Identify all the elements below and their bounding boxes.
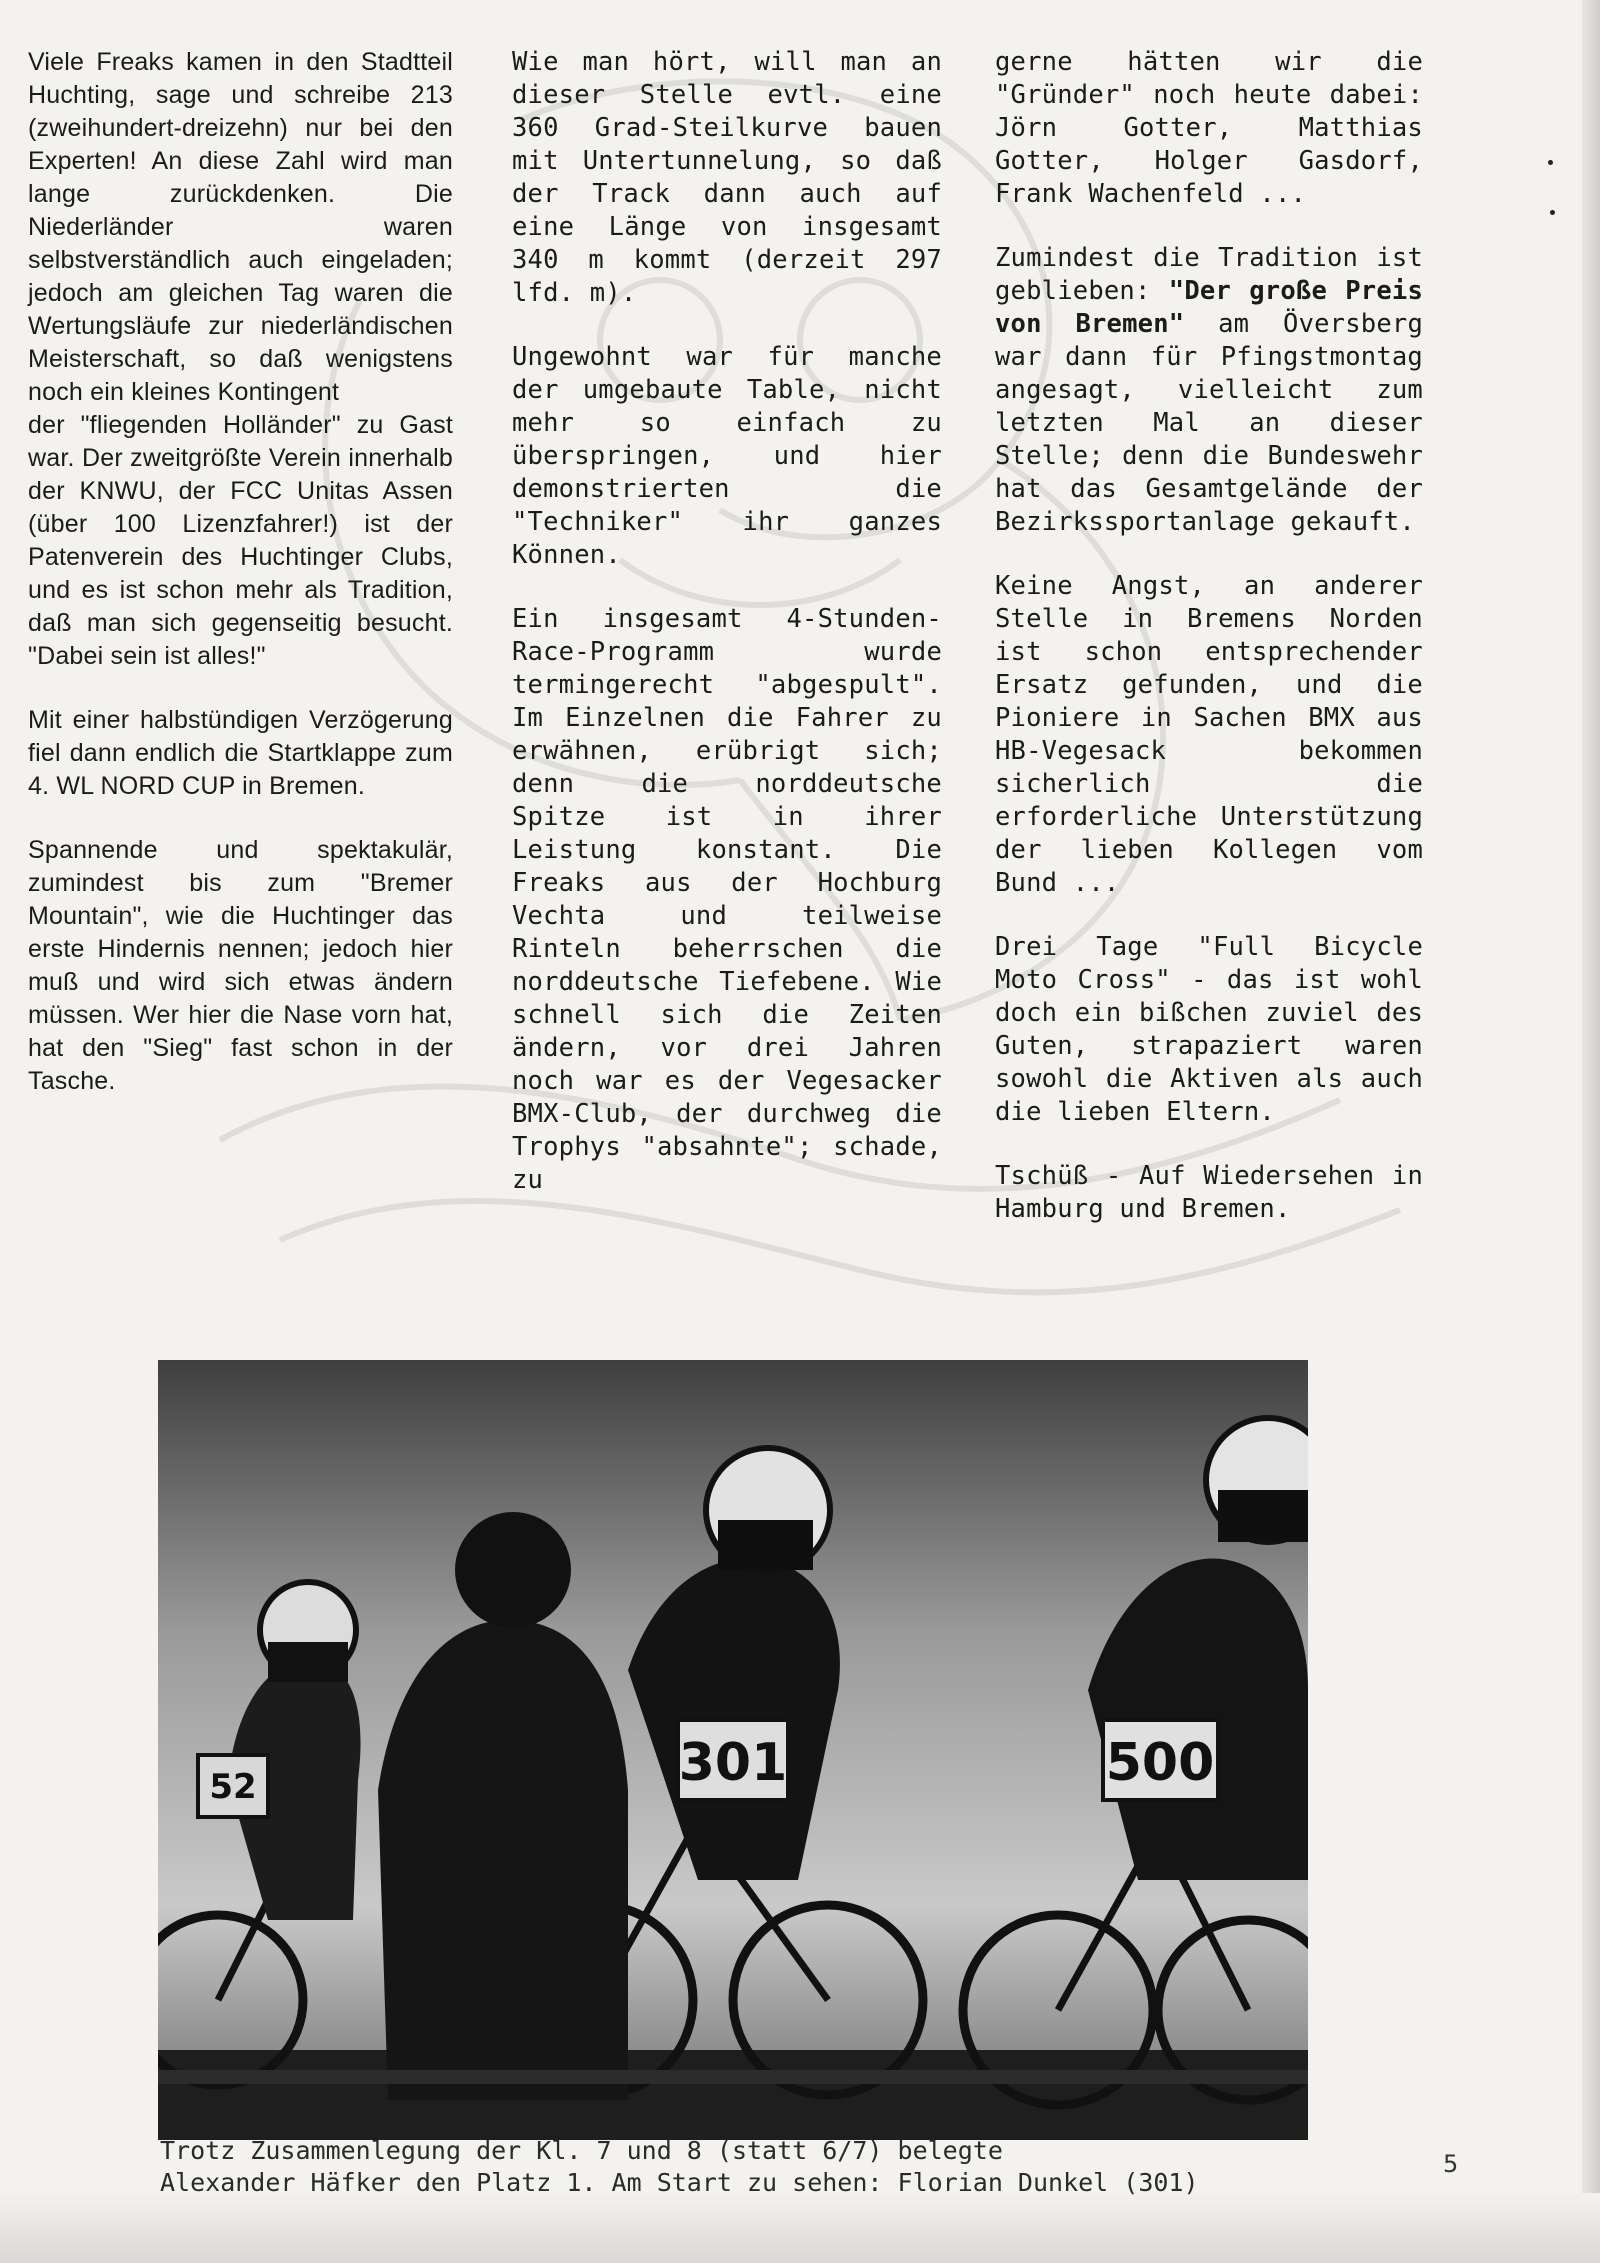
column-1-paragraph-1: Viele Freaks kamen in den Stadtteil Huchting, sage und schreibe 213 (zweihundert-dreizehn) nur bei den Experten! An diese Zahl wird man lange zurückdenken. Die Niederländer waren selbstverständlich auch eingeladen; jedoch am gleichen Tag waren die Wertungsläufe zur niederländischen Meisterschaft, so daß wenigstens noch ein kleines Kontingent [28, 48, 453, 406]
bmx-start-photo [158, 1360, 1308, 2140]
caption-line-2: Alexander Häfker den Platz 1. Am Start zu sehen: Florian Dunkel (301) [160, 2168, 1199, 2197]
page-edge [1582, 0, 1600, 2263]
page-bottom-shadow [0, 2193, 1600, 2263]
photo-caption [160, 2135, 1360, 2199]
column-3-paragraph-2 [995, 242, 1423, 539]
page-number: 5 [1443, 2150, 1459, 2178]
plate-number-301: 301 [678, 1733, 788, 1793]
photo-illustration [158, 1360, 1308, 2140]
column-2-paragraph-1: Wie man hört, will man an dieser Stelle evtl. eine 360 Grad-Steilkurve bauen mit Untertunnelung, so daß der Track dann auch auf eine Länge von insgesamt 340 m kommt (derzeit 297 lfd. m). [512, 47, 942, 308]
column-2-paragraph-2: Ungewohnt war für manche der umgebaute Table, nicht mehr so einfach zu überspringen, und hier demonstrierten die "Techniker" ihr ganzes Können. [512, 342, 942, 570]
column-3-paragraph-3: Keine Angst, an anderer Stelle in Bremens Norden ist schon entsprechender Ersatz gefunden, und die Pioniere in Sachen BMX aus HB-Vegesack bekommen sicherlich die erforderliche Unterstützung der lieben Kollegen vom Bund ... [995, 571, 1423, 898]
caption-line-1: Trotz Zusammenlegung der Kl. 7 und 8 (statt 6/7) belegte [160, 2136, 1003, 2165]
event-name-bold: "Der große Preis von Bremen" [995, 276, 1424, 339]
scan-speck [1548, 160, 1553, 165]
column-3-paragraph-4: Drei Tage "Full Bicycle Moto Cross" - das ist wohl doch ein bißchen zuviel des Guten, strapaziert waren sowohl die Aktiven als auch die lieben Eltern. [995, 932, 1423, 1127]
column-2 [512, 46, 942, 1228]
paragraph-2-intro: Zumindest die Tradition ist geblieben: [995, 243, 1423, 306]
column-1-paragraph-4: Spannende und spektakulär, zumindest bis zum "Bremer Mountain", wie die Huchtinger das erste Hindernis nennen; jedoch hier muß und wird sich etwas ändern müssen. Wer hier die Nase vorn hat, hat den "Sieg" fast schon in der Tasche. [28, 836, 453, 1095]
plate-number-500: 500 [1105, 1733, 1215, 1793]
column-3-paragraph-1: gerne hätten wir die "Gründer" noch heute dabei: Jörn Gotter, Matthias Gotter, Holger Gasdorf, Frank Wachenfeld ... [995, 47, 1423, 209]
paragraph-2-rest: am Översberg war dann für Pfingstmontag angesagt, vielleicht zum letzten Mal an dieser Stelle; denn die Bundeswehr hat das Gesamtgelände der Bezirkssportanlage gekauft. [995, 309, 1423, 537]
column-1 [28, 46, 453, 1129]
column-3 [995, 46, 1423, 1257]
column-3-paragraph-5: Tschüß - Auf Wiedersehen in Hamburg und Bremen. [995, 1161, 1423, 1224]
plate-number-left: 52 [209, 1767, 257, 1807]
column-1-paragraph-3: Mit einer halbstündigen Verzögerung fiel dann endlich die Startklappe zum 4. WL NORD CUP in Bremen. [28, 706, 453, 800]
column-2-paragraph-3: Ein insgesamt 4-Stunden-Race-Programm wurde termingerecht "abgespult". Im Einzelnen die Fahrer zu erwähnen, erübrigt sich; denn die norddeutsche Spitze ist in ihrer Leistung konstant. Die Freaks aus der Hochburg Vechta und teilweise Rinteln beherrschen die norddeutsche Tiefebene. Wie schnell sich die Zeiten ändern, vor drei Jahren noch war es der Vegesacker BMX-Club, der durchweg die Trophys "absahnte"; schade, zu [512, 604, 942, 1195]
scan-speck [1550, 210, 1555, 215]
column-1-paragraph-2: der "fliegenden Holländer" zu Gast war. Der zweitgrößte Verein innerhalb der KNWU, der FCC Unitas Assen (über 100 Lizenzfahrer!) ist der Patenverein des Huchtinger Clubs, und es ist schon mehr als Tradition, daß man sich gegenseitig besucht. "Dabei sein ist alles!" [28, 411, 453, 670]
